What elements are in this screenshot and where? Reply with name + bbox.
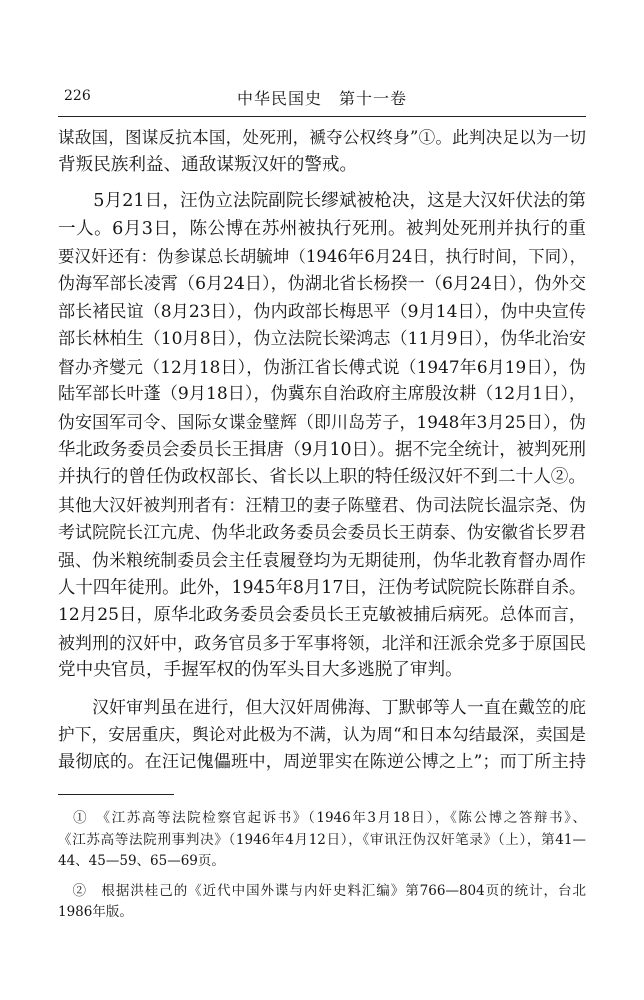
page-number: 226 bbox=[64, 88, 91, 104]
text-line: 伪安国军司令、国际女谍金璧辉（即川岛芳子，1948年3月25日），伪 bbox=[58, 411, 586, 432]
text-line: 要汉奸还有：伪参谋总长胡毓坤（1946年6月24日，执行时间，下同）， bbox=[58, 247, 586, 267]
paragraph-gap bbox=[58, 685, 586, 694]
footnote-line: ② 根据洪桂己的《近代中国外谍与内奸史料汇编》第766—804页的统计，台北 bbox=[58, 882, 586, 899]
footnote-rule bbox=[58, 794, 174, 795]
text-line: 伪海军部长凌霄（6月24日），伪湖北省长杨揆一（6月24日），伪外交 bbox=[58, 273, 586, 294]
text-line: 督办齐燮元（12月18日），伪浙江省长傅式说（1947年6月19日），伪 bbox=[58, 356, 586, 377]
page-header bbox=[58, 83, 586, 109]
body-text bbox=[58, 124, 586, 777]
footnote-line: ① 《江苏高等法院检察官起诉书》（1946年3月18日），《陈公博之答辩书》、 bbox=[58, 810, 586, 826]
text-line: 并执行的曾任伪政权部长、省长以上职的特任级汉奸不到二十人②。 bbox=[58, 467, 586, 488]
footnote-line: 1986年版。 bbox=[58, 904, 133, 920]
text-line: 12月25日，原华北政务委员会委员长王克敏被捕后病死。总体而言， bbox=[58, 605, 586, 626]
text-line: 谋敌国，图谋反抗本国，处死刑，褫夺公权终身”①。此判决足以为一切 bbox=[58, 128, 586, 147]
footnote-line: 《江苏高等法院刑事判决》（1946年4月12日），《审讯汪伪汉奸笔录》（上），第41— bbox=[58, 831, 586, 848]
footnote-gap bbox=[58, 873, 586, 881]
text-line: 被判刑的汉奸中，政务官员多于军事将领，北洋和汪派余党多于原国民 bbox=[58, 632, 586, 653]
text-line: 背叛民族利益、通敌谋叛汉奸的警戒。 bbox=[58, 154, 358, 175]
footnotes bbox=[58, 808, 586, 924]
text-line: 最彻底的。在汪记傀儡班中，周逆罪实在陈逆公博之上”；而丁所主持 bbox=[58, 752, 586, 773]
footnote-line: 44、45—59、65—69页。 bbox=[58, 853, 225, 869]
text-line: 陆军部长叶蓬（9月18日），伪冀东自治政府主席殷汝耕（12月1日）， bbox=[58, 384, 586, 405]
text-line: 护下，安居重庆，舆论对此极为不满，认为周“和日本勾结最深，卖国是 bbox=[58, 725, 586, 745]
running-title: 中华民国史 第十一卷 bbox=[236, 89, 407, 108]
text-line: 人十四年徒刑。此外，1945年8月17日，汪伪考试院院长陈群自杀。 bbox=[58, 577, 587, 598]
text-line: 强、伪米粮统制委员会主任袁履登均为无期徒刑，伪华北教育督办周作 bbox=[58, 549, 586, 570]
text-line: 华北政务委员会委员长王揖唐（9月10日）。据不完全统计，被判死刑 bbox=[58, 439, 586, 460]
text-line: 一人。6月3日，陈公博在苏州被执行死刑。被判处死刑并执行的重 bbox=[58, 218, 586, 239]
text-line: 其他大汉奸被判刑者有：汪精卫的妻子陈璧君、伪司法院长温宗尧、伪 bbox=[58, 494, 586, 515]
text-line: 部长褚民谊（8月23日），伪内政部长梅思平（9月14日），伪中央宣传 bbox=[58, 301, 586, 322]
text-line: 部长林柏生（10月8日），伪立法院长梁鸿志（11月9日），伪华北治安 bbox=[58, 329, 586, 350]
paragraph-gap bbox=[58, 179, 586, 188]
text-line: 党中央官员，手握军权的伪军头目大多逃脱了审判。 bbox=[58, 660, 463, 681]
header-rule bbox=[58, 116, 586, 117]
text-line: 5月21日，汪伪立法院副院长缪斌被枪决，这是大汉奸伏法的第 bbox=[58, 191, 586, 212]
text-line: 考试院院长江亢虎、伪华北政务委员会委员长王荫泰、伪安徽省长罗君 bbox=[58, 522, 586, 543]
text-line: 汉奸审判虽在进行，但大汉奸周佛海、丁默邨等人一直在戴笠的庇 bbox=[58, 696, 586, 717]
